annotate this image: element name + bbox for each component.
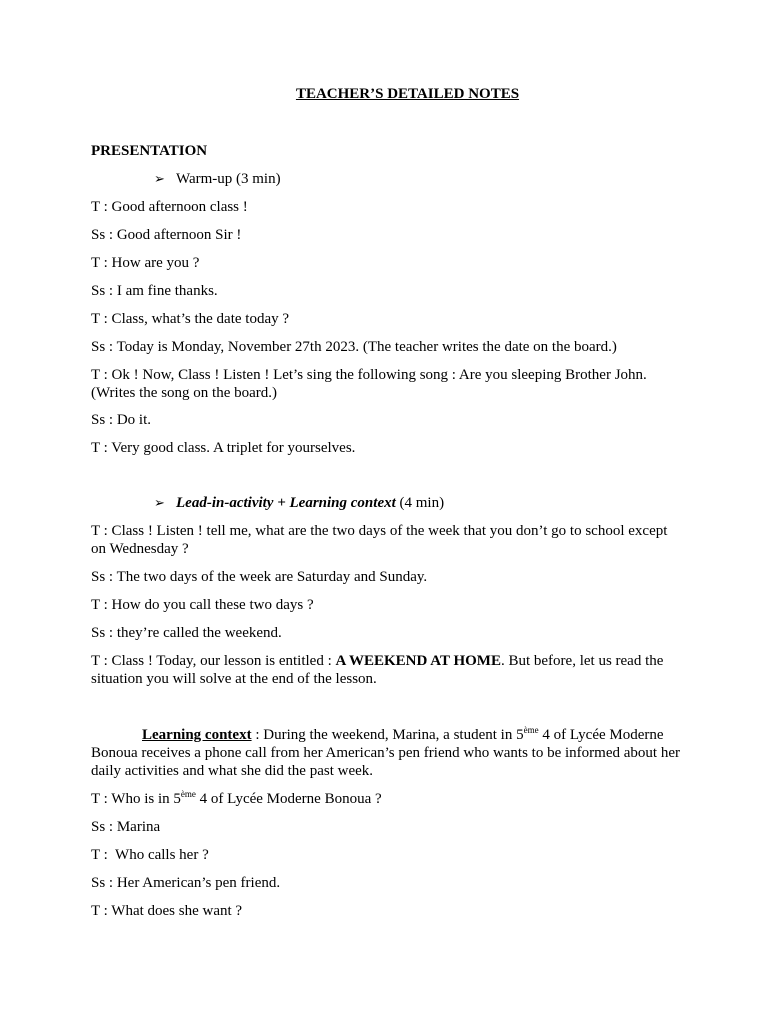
warmup-label: Warm-up (3 min)	[176, 171, 281, 187]
lesson-title-line	[91, 652, 681, 688]
leadin-bullet	[154, 494, 744, 513]
lesson-intro-text: T : Class ! Today, our lesson is entitled :	[91, 653, 336, 669]
dialogue-line: T : How do you call these two days ?	[91, 597, 314, 613]
dialogue-line: Ss : Marina	[91, 819, 161, 835]
dialogue-line: T : Ok ! Now, Class ! Listen ! Let’s sing the following song : Are you sleeping Brother John. (Writes the song on the board.)	[91, 367, 647, 401]
dialogue-line: T : Class, what’s the date today ?	[91, 311, 290, 327]
dialogue-line: Ss : I am fine thanks.	[91, 283, 218, 299]
dialogue-line: T : How are you ?	[91, 255, 200, 271]
dialogue-line: T : Good afternoon class !	[91, 199, 248, 215]
learning-context-label: Learning context	[142, 727, 252, 743]
dialogue-line: Ss : Today is Monday, November 27th 2023. (The teacher writes the date on the board.)	[91, 339, 617, 355]
superscript: ème	[523, 725, 539, 735]
leadin-label: Lead-in-activity + Learning context	[176, 495, 396, 511]
lesson-outro-text: . But before, let us read the situation you will solve at the end of the lesson.	[91, 653, 664, 687]
dialogue-line: Ss : The two days of the week are Saturday and Sunday.	[91, 569, 428, 585]
dialogue-line: Ss : Good afternoon Sir !	[91, 227, 242, 243]
arrowhead-bullet-icon: ➢	[154, 496, 165, 511]
arrowhead-bullet-icon: ➢	[154, 172, 165, 187]
dialogue-line: T : What does she want ?	[91, 903, 243, 919]
dialogue-line: T : Very good class. A triplet for yourselves.	[91, 440, 356, 456]
leadin-duration: (4 min)	[395, 495, 445, 511]
dialogue-line: Ss : Her American’s pen friend.	[91, 875, 281, 891]
dialogue-line	[91, 790, 681, 808]
superscript: ème	[180, 789, 196, 799]
question-text-rest: 4 of Lycée Moderne Bonoua ?	[195, 791, 382, 807]
warmup-bullet	[154, 170, 744, 189]
learning-context-text: : During the weekend, Marina, a student in 5	[251, 727, 524, 743]
dialogue-line: T : Class ! Listen ! tell me, what are the two days of the week that you don’t go to school except on Wednesday ?	[91, 523, 668, 557]
dialogue-line: Ss : Do it.	[91, 412, 152, 428]
lesson-title: A WEEKEND AT HOME	[335, 653, 501, 669]
dialogue-line: Ss : they’re called the weekend.	[91, 625, 282, 641]
learning-context-paragraph	[91, 726, 681, 780]
question-text: T : Who is in 5	[91, 791, 181, 807]
section-heading-presentation: PRESENTATION	[91, 143, 208, 159]
dialogue-line: T : Who calls her ?	[91, 847, 209, 863]
page-title: TEACHER’S DETAILED NOTES	[295, 86, 520, 102]
learning-context-text-rest: 4 of Lycée Moderne Bonoua receives a phone call from her American’s pen friend who wants to be informed about her daily activities and what she did the past week.	[91, 727, 680, 779]
